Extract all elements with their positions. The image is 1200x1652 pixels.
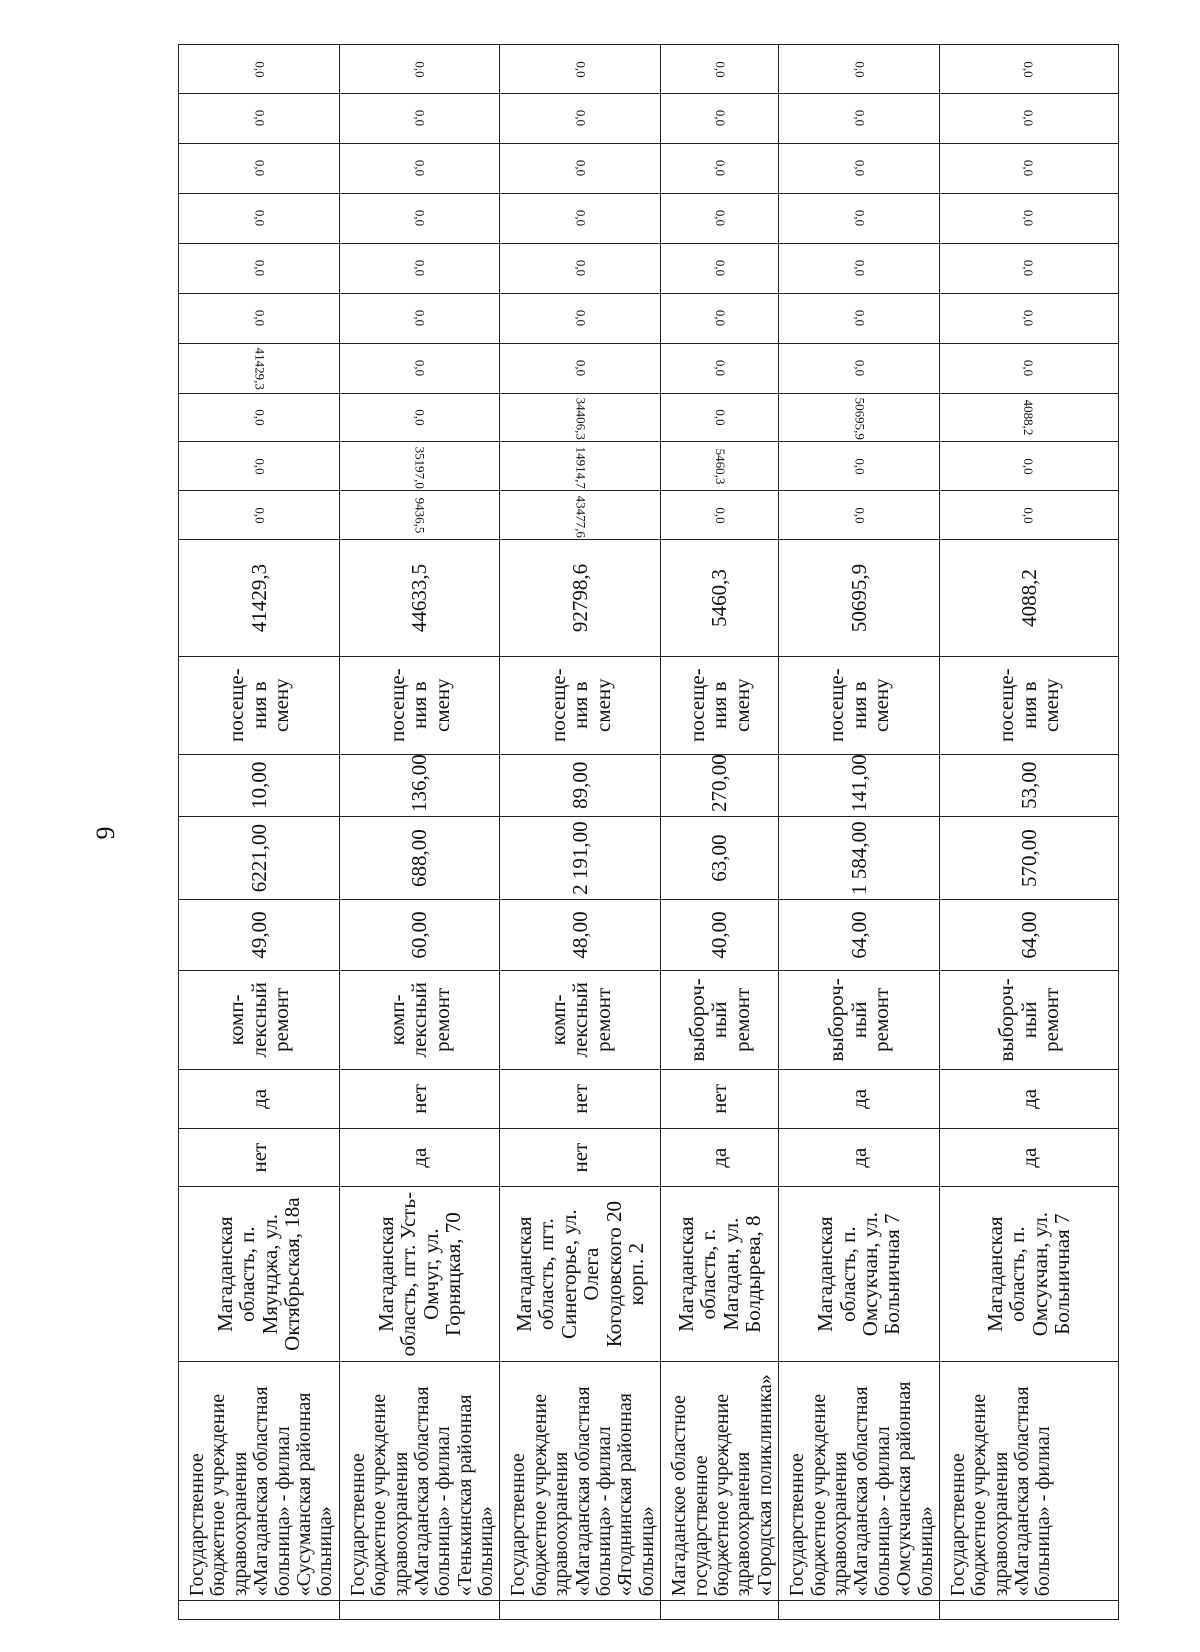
year-value-cell: 0,0 [500, 143, 661, 193]
value-cell-1: 60,00 [339, 900, 500, 971]
value-cell-1: 48,00 [500, 900, 661, 971]
address-cell: Магаданская область, пгт. Усть-Омчуг, ул. Горняцкая, 70 [339, 1187, 500, 1362]
flag-cell-1: да [779, 1129, 940, 1187]
year-value-cell: 0,0 [661, 45, 779, 94]
blank-cell [661, 1601, 779, 1620]
year-value-cell: 0,0 [939, 243, 1118, 293]
year-value-cell: 50695,9 [779, 393, 940, 442]
value-cell-2: 6221,00 [179, 816, 340, 899]
flag-cell-2: да [179, 1069, 340, 1128]
table-row [339, 45, 500, 1620]
organization-name-cell: Государственное бюджетное учреждение здравоохранения «Магаданская областная больница» - филиал «Сусуманская районная больница» [179, 1362, 340, 1601]
unit-cell: посеще-ния в смену [661, 656, 779, 754]
value-cell-3: 89,00 [500, 754, 661, 816]
table-body [179, 45, 1119, 1620]
year-value-cell: 0,0 [339, 143, 500, 193]
blank-cell [939, 1601, 1118, 1620]
year-value-cell: 0,0 [779, 243, 940, 293]
year-value-cell: 0,0 [179, 293, 340, 343]
year-value-cell: 14914,7 [500, 442, 661, 491]
year-value-cell: 0,0 [179, 243, 340, 293]
year-value-cell: 0,0 [939, 143, 1118, 193]
address-cell: Магаданская область, п. Омсукчан, ул. Больничная 7 [779, 1187, 940, 1362]
year-value-cell: 0,0 [339, 243, 500, 293]
year-value-cell: 0,0 [339, 293, 500, 343]
page-number: 9 [91, 826, 120, 840]
year-value-cell: 0,0 [939, 491, 1118, 540]
year-value-cell: 0,0 [339, 343, 500, 393]
year-value-cell: 0,0 [779, 193, 940, 243]
value-cell-1: 49,00 [179, 900, 340, 971]
year-value-cell: 0,0 [179, 393, 340, 442]
blank-cell [339, 1601, 500, 1620]
year-value-cell: 0,0 [661, 193, 779, 243]
flag-cell-2: да [939, 1069, 1118, 1128]
flag-cell-1: нет [179, 1129, 340, 1187]
address-cell: Магаданская область, пгт. Синегорье, ул. Олега Когодовского 20 корп. 2 [500, 1187, 661, 1362]
table-row [500, 45, 661, 1620]
year-value-cell: 0,0 [779, 442, 940, 491]
flag-cell-1: да [661, 1129, 779, 1187]
value-cell-2: 2 191,00 [500, 816, 661, 899]
year-value-cell: 0,0 [179, 94, 340, 144]
blank-cell [179, 1601, 340, 1620]
unit-cell: посеще-ния в смену [779, 656, 940, 754]
year-value-cell: 0,0 [779, 143, 940, 193]
total-cell: 50695,9 [779, 540, 940, 657]
repair-type-cell: выбороч-ный ремонт [939, 970, 1118, 1069]
year-value-cell: 0,0 [661, 393, 779, 442]
facilities-table [178, 44, 1119, 1620]
year-value-cell: 0,0 [779, 491, 940, 540]
organization-name-cell: Государственное бюджетное учреждение здравоохранения «Магаданская областная больница» - филиал «Тенькинская районная больница» [339, 1362, 500, 1601]
value-cell-3: 53,00 [939, 754, 1118, 816]
year-value-cell: 0,0 [179, 442, 340, 491]
address-cell: Магаданская область, п. Омсукчан, ул. Больничная 7 [939, 1187, 1118, 1362]
year-value-cell: 0,0 [500, 343, 661, 393]
value-cell-2: 63,00 [661, 816, 779, 899]
year-value-cell: 0,0 [939, 45, 1118, 94]
year-value-cell: 0,0 [179, 491, 340, 540]
value-cell-3: 136,00 [339, 754, 500, 816]
year-value-cell: 0,0 [339, 393, 500, 442]
rotated-table-wrapper [178, 44, 1075, 1620]
address-cell: Магаданская область, п. Мяунджа, ул. Октябрьская, 18а [179, 1187, 340, 1362]
year-value-cell: 0,0 [779, 293, 940, 343]
total-cell: 92798,6 [500, 540, 661, 657]
repair-type-cell: комп-лексный ремонт [339, 970, 500, 1069]
year-value-cell: 4088,2 [939, 393, 1118, 442]
organization-name-cell: Магаданское областное государственное бюджетное учреждение здравоохранения «Городская поликлиника» [661, 1362, 779, 1601]
year-value-cell: 0,0 [939, 343, 1118, 393]
flag-cell-1: нет [500, 1129, 661, 1187]
unit-cell: посеще-ния в смену [500, 656, 661, 754]
table-row [179, 45, 340, 1620]
value-cell-2: 570,00 [939, 816, 1118, 899]
flag-cell-2: нет [661, 1069, 779, 1128]
value-cell-1: 64,00 [939, 900, 1118, 971]
year-value-cell: 0,0 [661, 94, 779, 144]
year-value-cell: 0,0 [179, 45, 340, 94]
year-value-cell: 0,0 [500, 45, 661, 94]
total-cell: 4088,2 [939, 540, 1118, 657]
year-value-cell: 34406,3 [500, 393, 661, 442]
flag-cell-1: да [339, 1129, 500, 1187]
year-value-cell: 0,0 [339, 45, 500, 94]
value-cell-3: 141,00 [779, 754, 940, 816]
year-value-cell: 0,0 [661, 343, 779, 393]
year-value-cell: 0,0 [779, 45, 940, 94]
year-value-cell: 0,0 [661, 293, 779, 343]
table-row [779, 45, 940, 1620]
year-value-cell: 0,0 [939, 293, 1118, 343]
year-value-cell: 0,0 [779, 94, 940, 144]
unit-cell: посеще-ния в смену [179, 656, 340, 754]
value-cell-1: 40,00 [661, 900, 779, 971]
total-cell: 5460,3 [661, 540, 779, 657]
total-cell: 44633,5 [339, 540, 500, 657]
repair-type-cell: комп-лексный ремонт [179, 970, 340, 1069]
value-cell-2: 1 584,00 [779, 816, 940, 899]
repair-type-cell: комп-лексный ремонт [500, 970, 661, 1069]
unit-cell: посеще-ния в смену [939, 656, 1118, 754]
year-value-cell: 0,0 [939, 193, 1118, 243]
year-value-cell: 0,0 [500, 243, 661, 293]
year-value-cell: 41429,3 [179, 343, 340, 393]
year-value-cell: 0,0 [939, 94, 1118, 144]
year-value-cell: 0,0 [500, 293, 661, 343]
year-value-cell: 9436,5 [339, 491, 500, 540]
year-value-cell: 5460,3 [661, 442, 779, 491]
year-value-cell: 0,0 [661, 491, 779, 540]
table-row [939, 45, 1118, 1620]
year-value-cell: 35197,0 [339, 442, 500, 491]
flag-cell-2: да [779, 1069, 940, 1128]
blank-cell [779, 1601, 940, 1620]
year-value-cell: 0,0 [500, 193, 661, 243]
year-value-cell: 0,0 [779, 343, 940, 393]
value-cell-1: 64,00 [779, 900, 940, 971]
repair-type-cell: выбороч-ный ремонт [661, 970, 779, 1069]
year-value-cell: 0,0 [339, 94, 500, 144]
repair-type-cell: выбороч-ный ремонт [779, 970, 940, 1069]
year-value-cell: 43477,6 [500, 491, 661, 540]
year-value-cell: 0,0 [339, 193, 500, 243]
year-value-cell: 0,0 [179, 193, 340, 243]
flag-cell-2: нет [500, 1069, 661, 1128]
organization-name-cell: Государственное бюджетное учреждение здравоохранения «Магаданская областная больница» - филиал [939, 1362, 1118, 1601]
year-value-cell: 0,0 [939, 442, 1118, 491]
year-value-cell: 0,0 [500, 94, 661, 144]
organization-name-cell: Государственное бюджетное учреждение здравоохранения «Магаданская областная больница» - филиал «Омсукчанская районная больница» [779, 1362, 940, 1601]
year-value-cell: 0,0 [179, 143, 340, 193]
unit-cell: посеще-ния в смену [339, 656, 500, 754]
table-row [661, 45, 779, 1620]
blank-cell [500, 1601, 661, 1620]
total-cell: 41429,3 [179, 540, 340, 657]
year-value-cell: 0,0 [661, 143, 779, 193]
address-cell: Магаданская область, г. Магадан, ул. Болдырева, 8 [661, 1187, 779, 1362]
year-value-cell: 0,0 [661, 243, 779, 293]
flag-cell-1: да [939, 1129, 1118, 1187]
value-cell-2: 688,00 [339, 816, 500, 899]
flag-cell-2: нет [339, 1069, 500, 1128]
value-cell-3: 10,00 [179, 754, 340, 816]
organization-name-cell: Государственное бюджетное учреждение здравоохранения «Магаданская областная больница» - филиал «Ягоднинская районная больница» [500, 1362, 661, 1601]
value-cell-3: 270,00 [661, 754, 779, 816]
